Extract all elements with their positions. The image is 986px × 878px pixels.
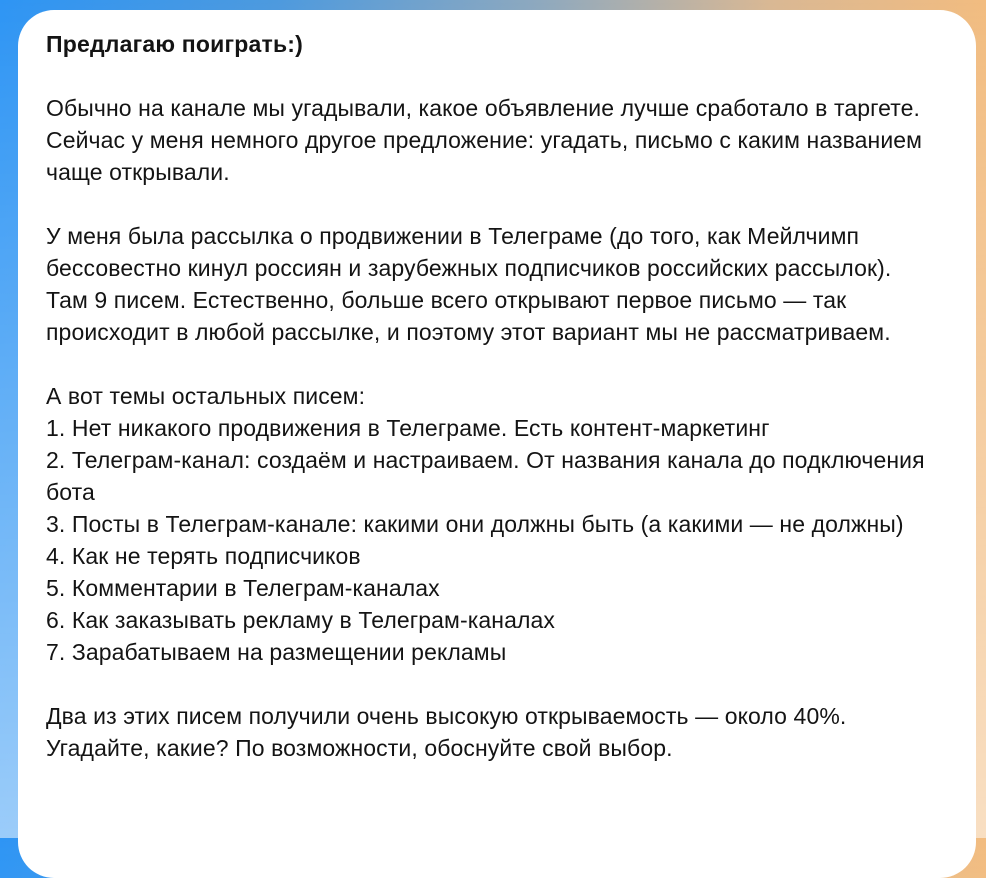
- list-item: 5. Комментарии в Телеграм-каналах: [46, 575, 440, 601]
- list-item: 1. Нет никакого продвижения в Телеграме. Есть контент-маркетинг: [46, 415, 770, 441]
- email-topics-list: [46, 380, 948, 668]
- list-item: 6. Как заказывать рекламу в Телеграм-каналах: [46, 607, 555, 633]
- list-item: 3. Посты в Телеграм-канале: какими они должны быть (а какими — не должны): [46, 511, 904, 537]
- list-item: 4. Как не терять подписчиков: [46, 543, 361, 569]
- message-card: [18, 10, 976, 878]
- list-item: 7. Зарабатываем на размещении рекламы: [46, 639, 507, 665]
- list-intro: А вот темы остальных писем:: [46, 383, 366, 409]
- list-item: 2. Телеграм-канал: создаём и настраиваем. От названия канала до подключения бота: [46, 447, 925, 505]
- post-paragraph-newsletter: У меня была рассылка о продвижении в Телеграме (до того, как Мейлчимп бессовестно кинул россиян и зарубежных подписчиков российских рассылок). Там 9 писем. Естественно, больше всего открывают первое письмо — так происходит в любой рассылке, и поэтому этот вариант мы не рассматриваем.: [46, 223, 892, 345]
- post-paragraph-closing: Два из этих писем получили очень высокую открываемость — около 40%. Угадайте, какие? По возможности, обоснуйте свой выбор.: [46, 703, 847, 761]
- post-paragraph-intro: Обычно на канале мы угадывали, какое объявление лучше сработало в таргете. Сейчас у меня немного другое предложение: угадать, письмо с каким названием чаще открывали.: [46, 95, 923, 185]
- post-title: Предлагаю поиграть:): [46, 31, 303, 57]
